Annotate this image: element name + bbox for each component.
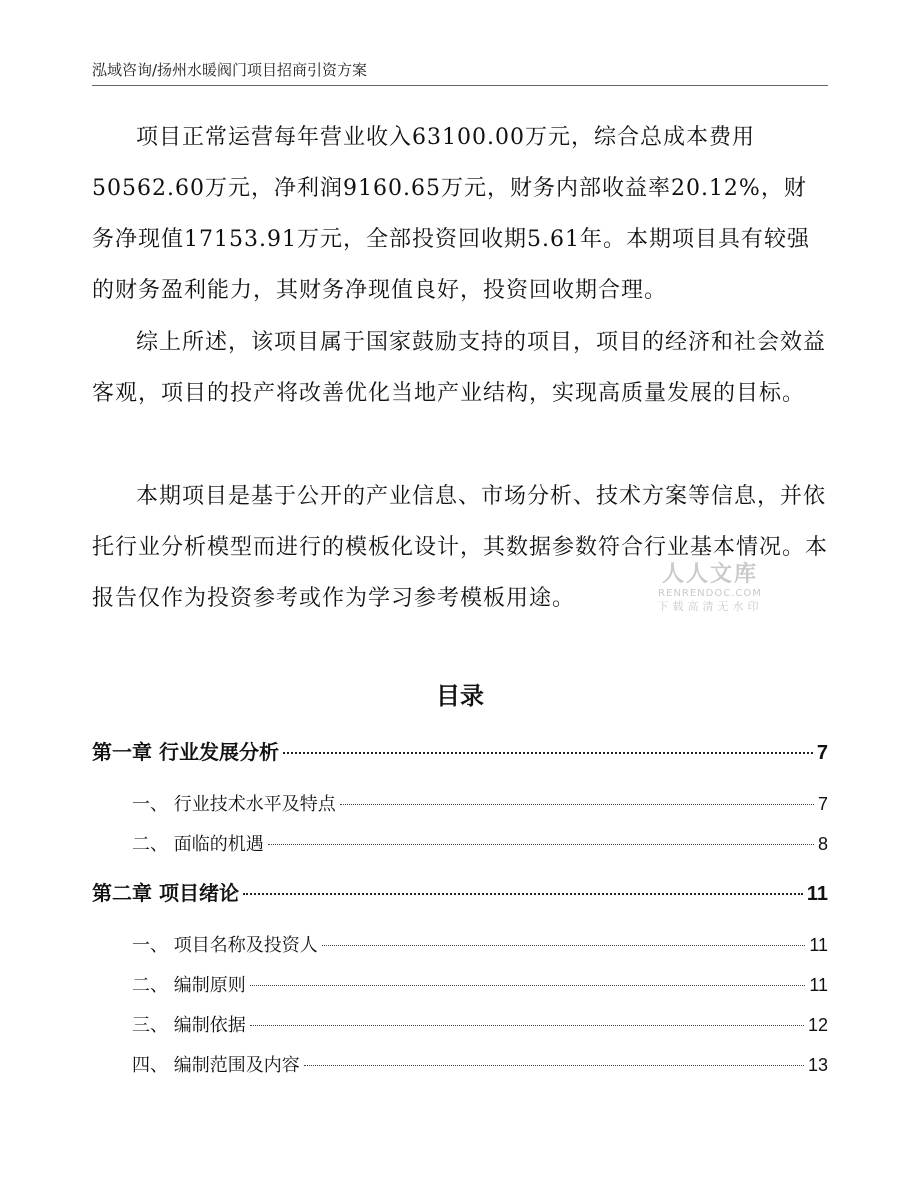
toc-entry-label: 三、 编制依据 bbox=[132, 1015, 246, 1036]
header-divider bbox=[92, 85, 828, 86]
toc-entry-label: 二、 编制原则 bbox=[132, 975, 246, 996]
toc-leader bbox=[304, 1065, 804, 1066]
toc-leader bbox=[322, 945, 806, 946]
toc-page-number: 7 bbox=[816, 742, 828, 764]
toc-page-number: 11 bbox=[806, 883, 828, 905]
toc-chapter-1[interactable] bbox=[92, 736, 828, 765]
toc-section-2-4[interactable] bbox=[92, 1051, 828, 1077]
toc-section-2-2[interactable] bbox=[92, 971, 828, 997]
toc-entry-label: 二、 面临的机遇 bbox=[132, 834, 264, 855]
toc-entry-label: 第二章 项目绪论 bbox=[92, 881, 239, 905]
watermark-url: RENRENDOC.COM bbox=[658, 588, 762, 599]
toc-entry-label: 第一章 行业发展分析 bbox=[92, 740, 279, 764]
toc-section-2-3[interactable] bbox=[92, 1011, 828, 1037]
toc-entry-label: 一、 行业技术水平及特点 bbox=[132, 794, 336, 815]
watermark-subtitle: 下载高清无水印 bbox=[657, 600, 763, 613]
toc-page-number: 11 bbox=[809, 975, 828, 995]
toc-leader bbox=[283, 752, 813, 754]
toc-page-number: 8 bbox=[817, 834, 828, 854]
watermark-logo bbox=[640, 562, 780, 614]
watermark-title: 人人文库 bbox=[661, 562, 758, 587]
page-header: 泓域咨询/扬州水暖阀门项目招商引资方案 bbox=[92, 61, 368, 79]
toc-leader bbox=[340, 804, 814, 805]
toc-chapter-2[interactable] bbox=[92, 877, 828, 906]
toc-leader bbox=[250, 985, 806, 986]
financial-summary-paragraph: 项目正常运营每年营业收入63100.00万元，综合总成本费用50562.60万元，净利润9160.65万元，财务内部收益率20.12%，财务净现值17153.91万元，全部投资回收期5.61年。本期项目具有较强的财务盈利能力，其财务净现值良好，投资回收期合理。 bbox=[92, 125, 810, 303]
disclaimer-paragraph: 本期项目是基于公开的产业信息、市场分析、技术方案等信息，并依托行业分析模型而进行的模板化设计，其数据参数符合行业基本情况。本报告仅作为投资参考或作为学习参考模板用途。 bbox=[92, 484, 829, 611]
toc-section-1-2[interactable] bbox=[92, 830, 828, 856]
toc-page-number: 12 bbox=[807, 1015, 828, 1035]
toc-leader bbox=[243, 893, 803, 895]
toc-entry-label: 一、 项目名称及投资人 bbox=[132, 935, 318, 956]
toc-leader bbox=[268, 844, 814, 845]
toc-section-1-1[interactable] bbox=[92, 790, 828, 816]
conclusion-paragraph: 综上所述，该项目属于国家鼓励支持的项目，项目的经济和社会效益客观，项目的投产将改善优化当地产业结构，实现高质量发展的目标。 bbox=[92, 330, 827, 406]
toc-page-number: 7 bbox=[817, 794, 828, 814]
toc-page-number: 11 bbox=[809, 935, 828, 955]
toc-section-2-1[interactable] bbox=[92, 931, 828, 957]
toc-page-number: 13 bbox=[807, 1055, 828, 1075]
toc-leader bbox=[250, 1025, 804, 1026]
toc-title: 目录 bbox=[436, 681, 484, 710]
toc-entry-label: 四、 编制范围及内容 bbox=[132, 1055, 300, 1076]
